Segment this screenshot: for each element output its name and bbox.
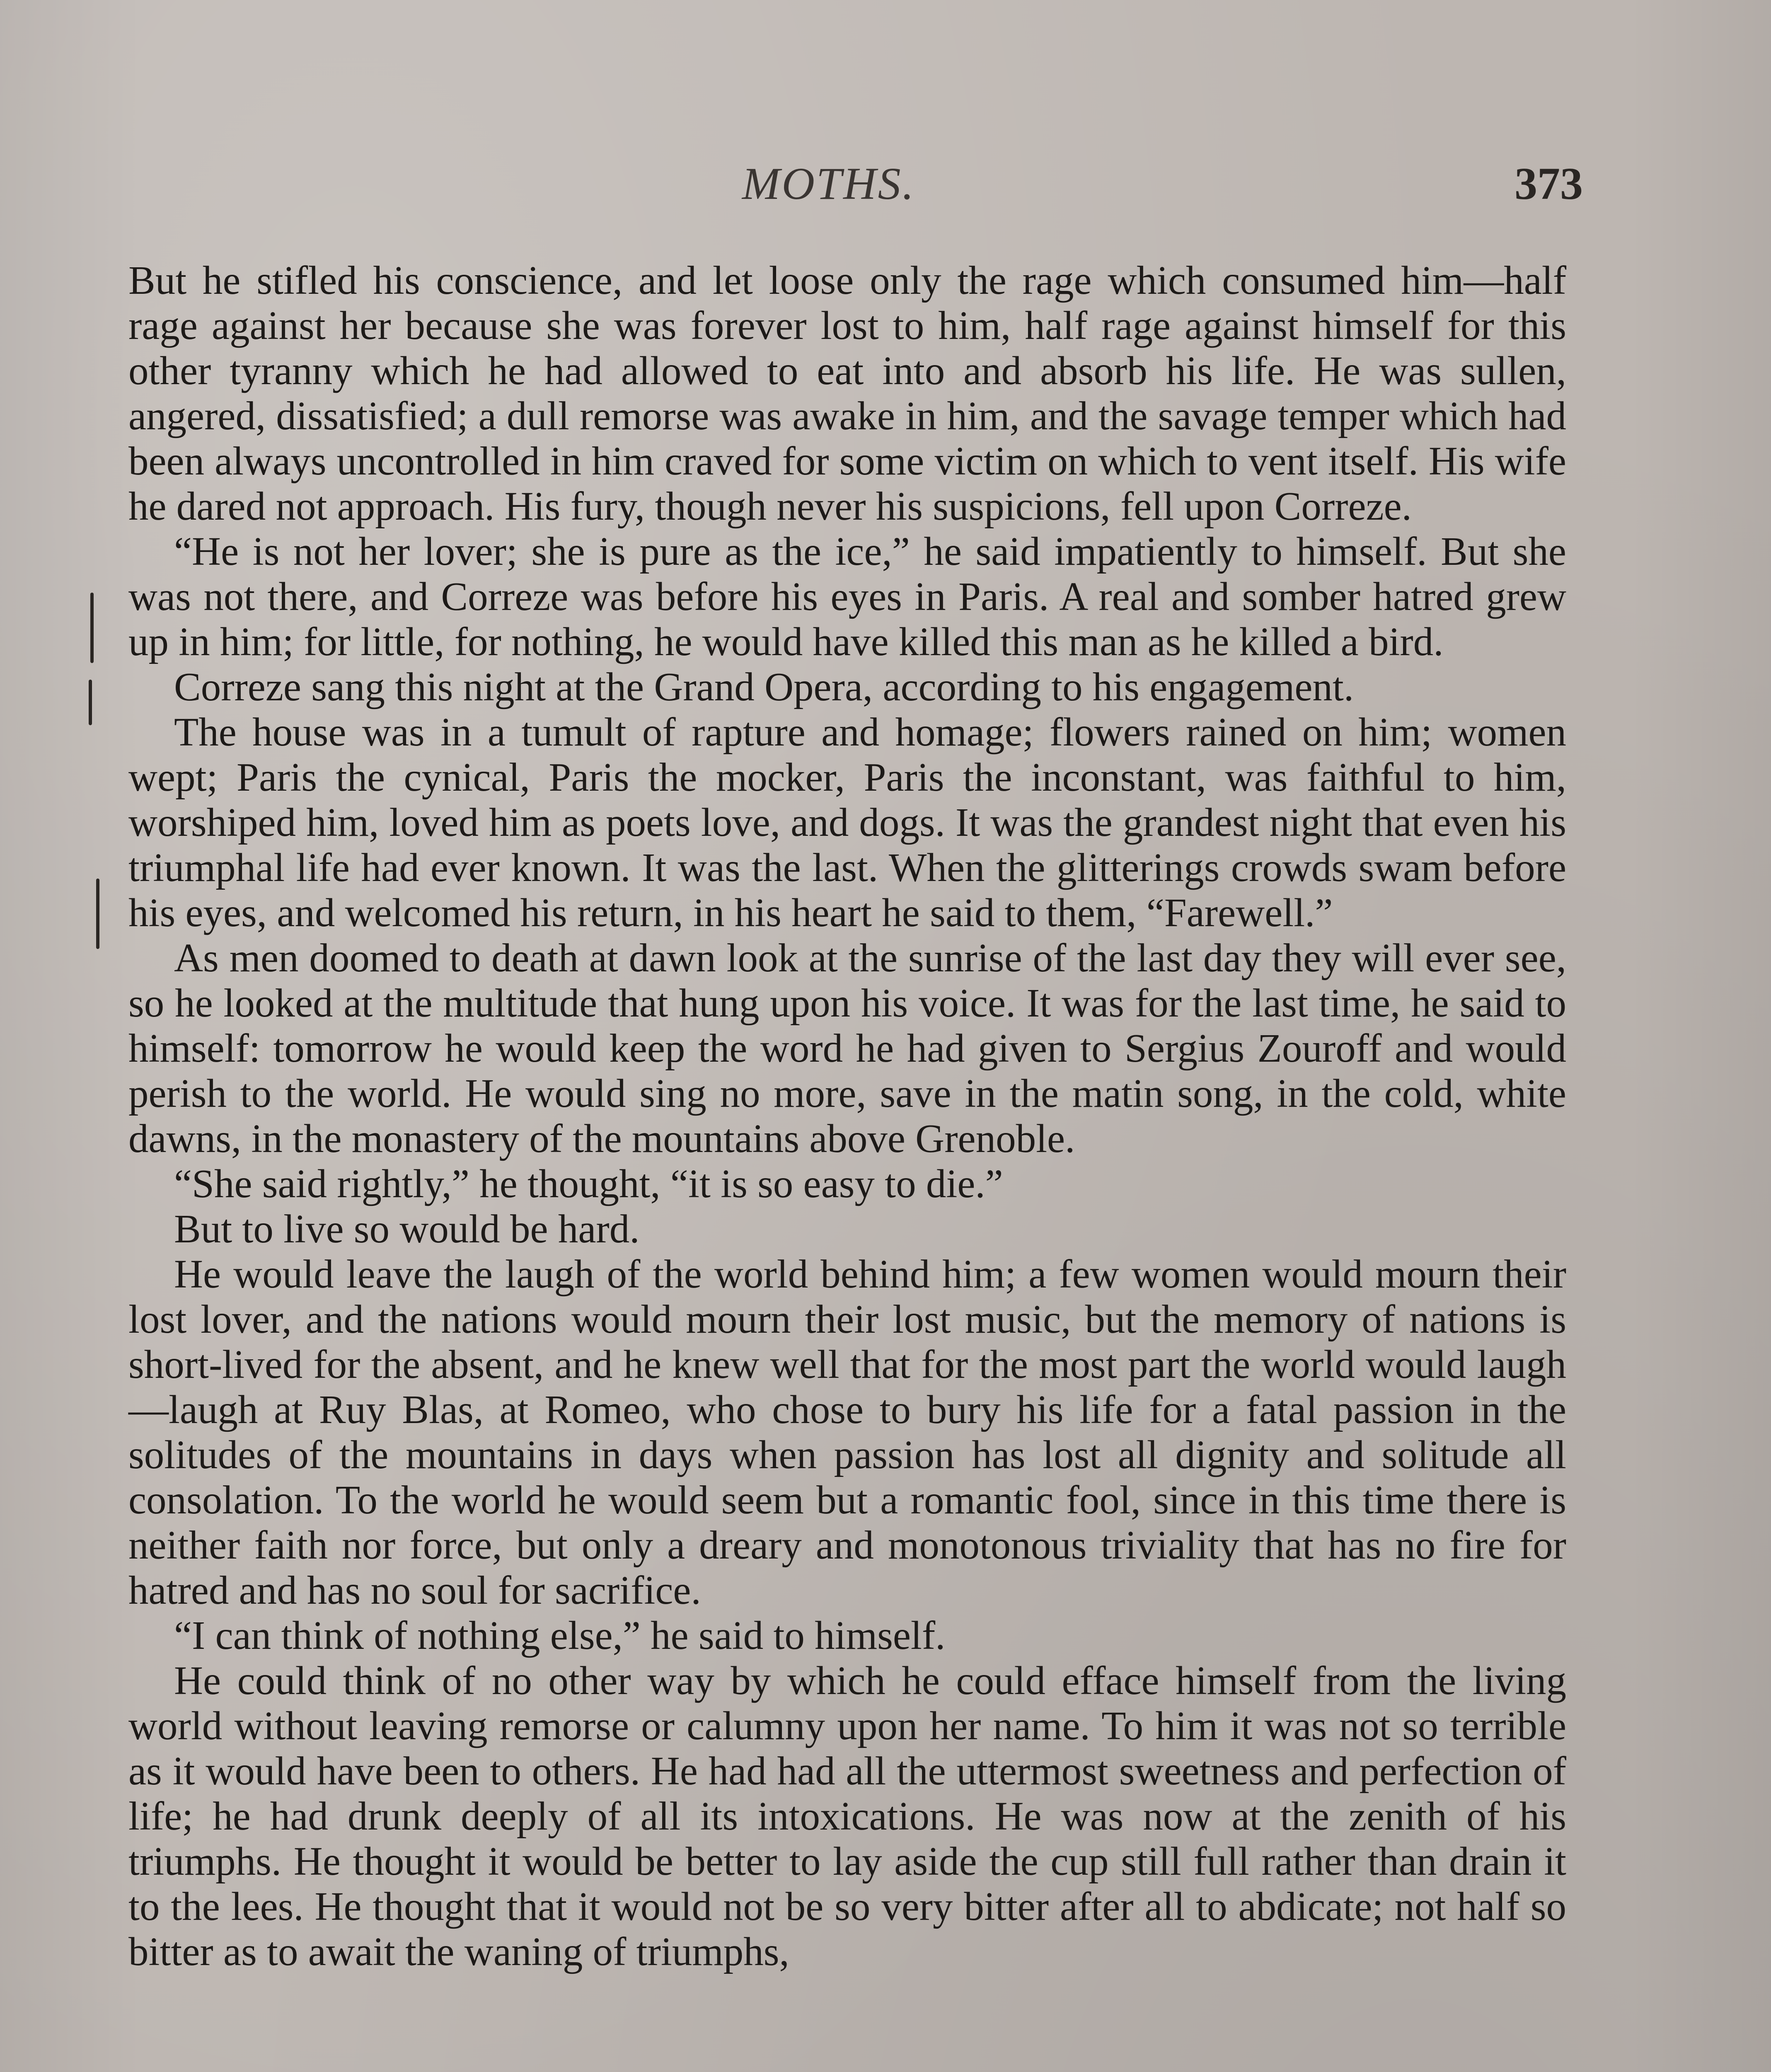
paragraph: He could think of no other way by which he could efface himself from the living world without leaving remorse or calumny upon her name. To him it was not so terrible as it would have been to others. He had had all the uttermost sweetness and perfection of life; he had drunk deeply of all its intoxications. He was now at the zenith of his triumphs. He thought it would be better to lay aside the cup still full rather than drain it to the lees. He thought that it would not be so very bitter after all to abdicate; not half so bitter as to await the waning of triumphs, (128, 1658, 1566, 1974)
paragraph: As men doomed to death at dawn look at the sunrise of the last day they will ever see, so he looked at the multitude that hung upon his voice. It was for the last time, he said to himself: tomorrow he would keep the word he had given to Sergius Zouroff and would perish to the world. He would sing no more, save in the matin song, in the cold, white dawns, in the monastery of the mountains above Grenoble. (128, 936, 1566, 1161)
margin-pencil-mark (96, 879, 99, 949)
paragraph: “I can think of nothing else,” he said to himself. (174, 1613, 946, 1658)
paragraph: But to live so would be hard. (174, 1207, 640, 1251)
paragraph: The house was in a tumult of rapture and homage; flowers rained on him; women wept; Paris the cynical, Paris the mocker, Paris the inconstant, was faithful to him, worshiped him, loved him as poets love, and dogs. It was the grandest night that even his triumphal life had ever known. It was the last. When the glitterings crowds swam before his eyes, and welcomed his return, in his heart he said to them, “Farewell.” (128, 710, 1566, 935)
paragraph: “He is not her lover; she is pure as the ice,” he said impatiently to himself. But she was not there, and Correze was before his eyes in Paris. A real and somber hatred grew up in him; for little, for nothing, he would have killed this man as he killed a bird. (128, 529, 1566, 664)
body-text (128, 258, 1566, 1974)
margin-pencil-mark (89, 680, 92, 725)
paragraph: But he stifled his conscience, and let loose only the rage which consumed him—half rage against her because she was forever lost to him, half rage against himself for this other tyranny which he had allowed to eat into and absorb his life. He was sullen, angered, dissatisfied; a dull remorse was awake in him, and the savage temper which had been always uncontrolled in him craved for some victim on which to vent itself. His wife he dared not approach. His fury, though never his suspicions, fell upon Correze. (128, 258, 1566, 528)
margin-pencil-mark (90, 593, 94, 663)
page-number: 373 (1515, 158, 1583, 209)
running-header-title: MOTHS. (742, 158, 916, 209)
paragraph: “She said rightly,” he thought, “it is so easy to die.” (174, 1162, 1003, 1206)
paragraph: He would leave the laugh of the world behind him; a few women would mourn their lost lover, and the nations would mourn their lost music, but the memory of nations is short-lived for the absent, and he knew well that for the most part the world would laugh—laugh at Ruy Blas, at Romeo, who chose to bury his life for a fatal passion in the solitudes of the mountains in days when passion has lost all dignity and solitude all consolation. To the world he would seem but a romantic fool, since in this time there is neither faith nor force, but only a dreary and monotonous triviality that has no fire for hatred and has no soul for sacrifice. (128, 1252, 1566, 1612)
paragraph: Correze sang this night at the Grand Opera, according to his engagement. (174, 665, 1354, 709)
